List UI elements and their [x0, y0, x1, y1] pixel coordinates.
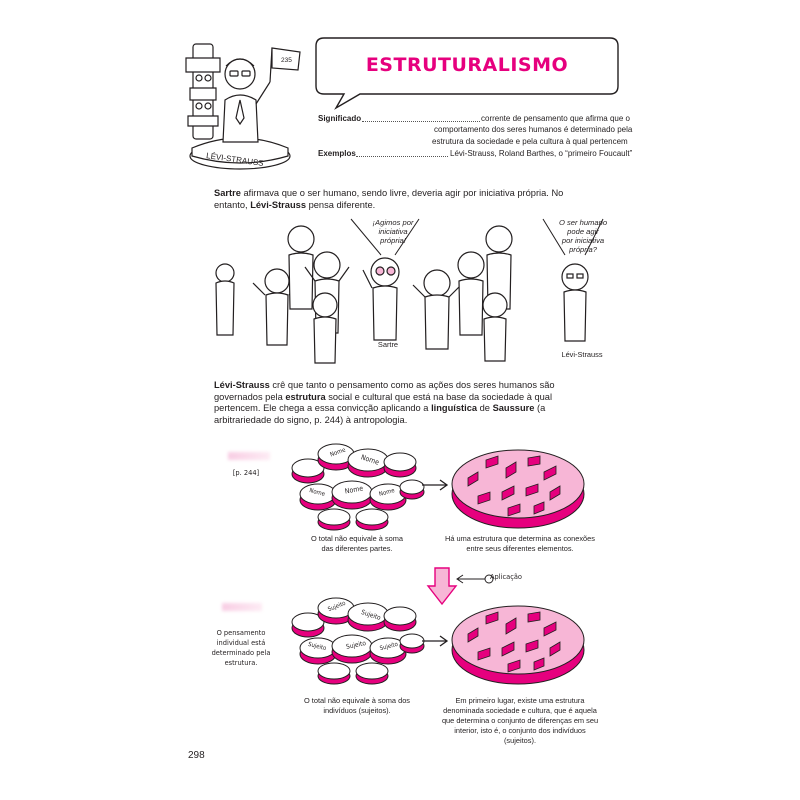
label-levi-strauss: Lévi-Strauss: [561, 350, 603, 359]
exemplos-dots: [356, 156, 448, 157]
blurred-heading-bottom: [222, 603, 262, 611]
disc-word-5: Nome: [378, 487, 396, 498]
speech-sartre: ¡Agimos por iniciativa própria!: [372, 218, 414, 245]
caption-top-right: Há uma estrutura que determina as conexões entre seus diferentes elementos.: [445, 534, 595, 553]
disc-word-3: Nome: [344, 484, 364, 496]
disc-word-b3: Sujeito: [345, 638, 367, 652]
disc-word-b1: Sujeito: [326, 599, 347, 614]
arrow-right-icon-bottom: [420, 634, 450, 648]
significado-dots: [362, 121, 480, 122]
structure-disc-top: [448, 438, 588, 533]
caption-bottom-right: Em primeiro lugar, existe uma estrutura denominada sociedade e cultura, que é aquela que determina o conjunto de diferenças em seu interior, isto é, o conjunto dos indivíduos (sujeitos).: [441, 696, 599, 745]
page-reference: [p. 244]: [232, 468, 260, 477]
disc-word-b4: Sujeito: [307, 640, 327, 653]
exemplos-label: Exemplos: [318, 149, 356, 158]
significado-line-3: estrutura da sociedade e pela cultura à qual pertencem: [432, 137, 628, 146]
label-sartre: Sartre: [377, 340, 399, 349]
disc-word-4: Nome: [308, 487, 326, 498]
statue-label: LÉVI-STRAUSS: [205, 151, 265, 168]
application-pointer-icon: [455, 572, 495, 586]
intro-paragraph: Sartre afirmava que o ser humano, sendo livre, deveria agir por iniciativa própria. No entanto, Lévi-Strauss pensa diferente.: [214, 188, 564, 210]
structure-disc-bottom: [448, 594, 588, 689]
side-note: O pensamento individual está determinado pela estrutura.: [211, 628, 271, 667]
exemplos-text: Lévi-Strauss, Roland Barthes, o “primeiro Foucault”: [450, 149, 633, 158]
caption-top-left: O total não equivale à soma das diferentes partes.: [310, 534, 404, 553]
significado-line-2: comportamento dos seres humanos é determinado pela: [434, 125, 633, 134]
second-paragraph: Lévi-Strauss crê que tanto o pensamento como as ações dos seres humanos são governados pela estrutura social e cultural que está na base da sociedade à qual pertencem. Ele chega a essa convicção aplicando a linguística de Saussure (a arbitrariedade do signo, p. 244) à antropologia.: [214, 380, 555, 425]
disc-word-b2: Sujeito: [360, 608, 382, 622]
arrow-right-icon: [420, 478, 450, 492]
blurred-heading-top: [228, 452, 270, 460]
disc-word-2: Nome: [359, 453, 381, 467]
caption-bottom-left: O total não equivale à soma dos indivíduos (sujeitos).: [304, 696, 410, 715]
page-title: ESTRUTURALISMO: [365, 54, 569, 76]
speech-levi-strauss: O ser humano pode agir por iniciativa própria?: [558, 218, 608, 254]
flag-number: 235: [281, 57, 292, 64]
page-number: 298: [188, 750, 205, 761]
disc-word-b5: Sujeito: [379, 640, 399, 653]
figure: [216, 264, 234, 335]
application-label: Aplicação: [490, 572, 522, 581]
disc-word-1: Nome: [329, 446, 347, 459]
significado-label: Significado: [318, 114, 362, 123]
significado-line-1: corrente de pensamento que afirma que o: [481, 114, 630, 123]
